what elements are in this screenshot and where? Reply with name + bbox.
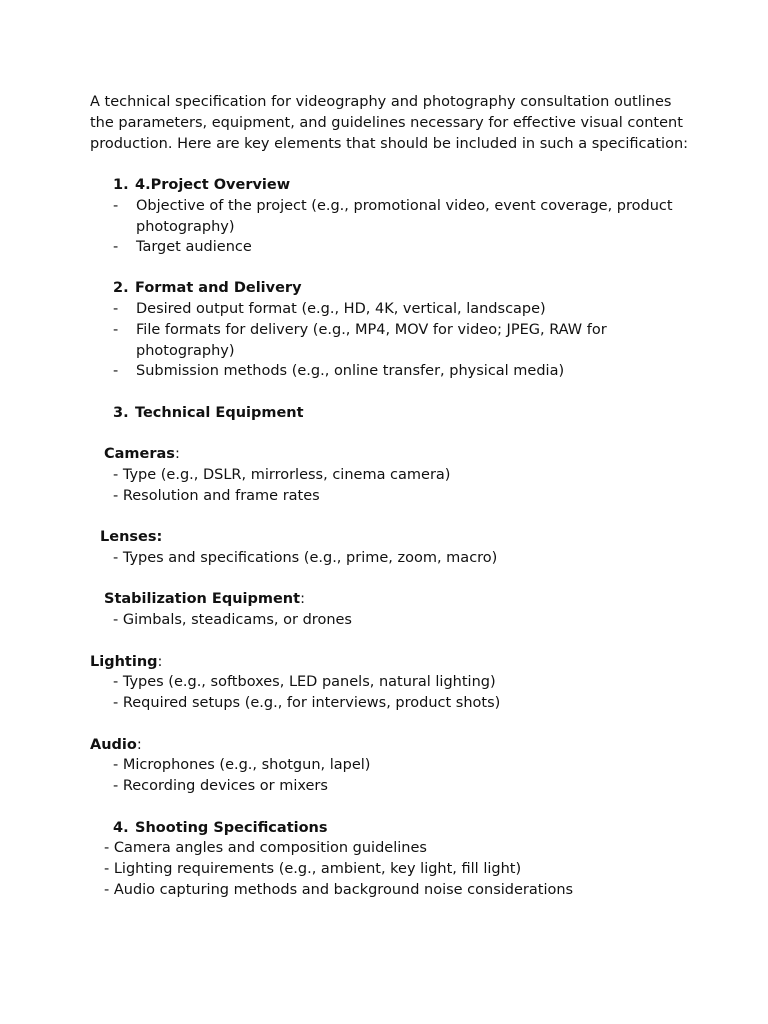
list-item: - Required setups (e.g., for interviews, product shots) (113, 695, 501, 711)
list-item: - Audio capturing methods and background noise considerations (104, 882, 574, 898)
section-1-number: 1. (113, 177, 129, 193)
section-4-title: Shooting Specifications (135, 820, 328, 836)
list-item: - Recording devices or mixers (113, 778, 328, 794)
list-item: - Types (e.g., softboxes, LED panels, natural lighting) (113, 674, 496, 690)
section-4-number: 4. (113, 820, 129, 836)
list-item: - Resolution and frame rates (113, 488, 320, 504)
list-item: - Camera angles and composition guidelines (104, 840, 427, 856)
list-item: - Submission methods (e.g., online transfer, physical media) (113, 363, 565, 379)
section-2-heading (113, 278, 302, 299)
intro-paragraph: A technical specification for videography and photography consultation outlines the parameters, equipment, and guidelines necessary for effective visual content production. Here are key elements that should be included in such a specification: (90, 94, 689, 152)
list-item: - Types and specifications (e.g., prime, zoom, macro) (113, 550, 498, 566)
lighting-subheading: Lighting: (90, 654, 163, 670)
section-2-title: Format and Delivery (135, 280, 302, 296)
section-1-title: 4.Project Overview (135, 177, 291, 193)
section-1-heading (113, 175, 290, 196)
list-item: - Target audience (113, 239, 252, 255)
stabilization-subheading: Stabilization Equipment: (104, 591, 305, 607)
section-3-heading (113, 403, 304, 424)
list-item: - File formats for delivery (e.g., MP4, MOV for video; JPEG, RAW for (113, 322, 607, 338)
list-item: - Type (e.g., DSLR, mirrorless, cinema camera) (113, 467, 451, 483)
list-item: - Lighting requirements (e.g., ambient, key light, fill light) (104, 861, 522, 877)
list-item: - Desired output format (e.g., HD, 4K, vertical, landscape) (113, 301, 546, 317)
list-item-continuation: photography) (136, 219, 235, 235)
section-2-number: 2. (113, 280, 129, 296)
list-item: - Microphones (e.g., shotgun, lapel) (113, 757, 371, 773)
cameras-subheading: Cameras: (104, 446, 180, 462)
list-item: - Objective of the project (e.g., promotional video, event coverage, product (113, 198, 673, 214)
section-4-heading (113, 818, 328, 839)
section-3-number: 3. (113, 405, 129, 421)
lenses-subheading: Lenses: (100, 529, 163, 545)
list-item-continuation: photography) (136, 343, 235, 359)
audio-subheading: Audio: (90, 737, 142, 753)
list-item: - Gimbals, steadicams, or drones (113, 612, 352, 628)
section-3-title: Technical Equipment (135, 405, 304, 421)
